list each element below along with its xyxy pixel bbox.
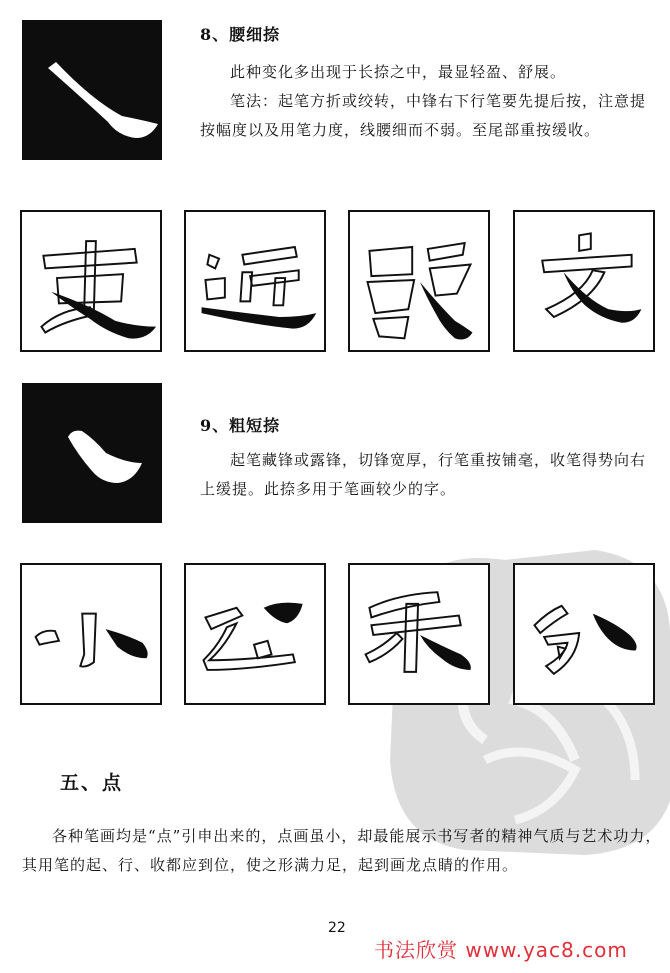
example-char-xiao <box>20 563 162 705</box>
section-8-heading: 8、腰细捺 <box>200 25 281 44</box>
section-5-heading: 五、点 <box>60 772 124 794</box>
section-8-paragraph: 此种变化多出现于长捺之中，最显轻盈、舒展。 <box>230 63 567 81</box>
stroke-demo-waist-thin-na <box>22 20 162 160</box>
stroke-demo-thick-short-na <box>22 383 162 523</box>
section-9-text <box>200 446 660 504</box>
page-number: 22 <box>328 920 346 936</box>
section-9-paragraph: 起笔藏锋或露锋，切锋宽厚，行笔重按铺毫，收笔得势向右上缓提。此捺多用于笔画较少的字。 <box>200 451 647 498</box>
section-8-paragraph: 笔法：起笔方折或绞转，中锋右下行笔要先提后按，注意提按幅度以及用笔力度，线腰细而不弱。至尾部重按缓收。 <box>200 92 647 139</box>
section-9-heading: 9、粗短捺 <box>200 416 281 435</box>
example-char-li <box>20 210 162 352</box>
section-8-text <box>200 58 660 145</box>
example-char-shu <box>348 210 490 352</box>
section-5-text <box>22 822 662 880</box>
site-watermark-text: 书法欣赏 www.yac8.com <box>374 938 628 962</box>
example-char-wen <box>513 210 655 352</box>
example-char-jin <box>184 210 326 352</box>
example-char-he <box>348 563 490 705</box>
example-char-gong <box>184 563 326 705</box>
section-5-paragraph: 各种笔画均是“点”引申出来的，点画虽小，却最能展示书写者的精神气质与艺术功力，其用笔的起、行、收都应到位，使之形满力足，起到画龙点睛的作用。 <box>22 827 662 874</box>
example-char-fen <box>513 563 655 705</box>
